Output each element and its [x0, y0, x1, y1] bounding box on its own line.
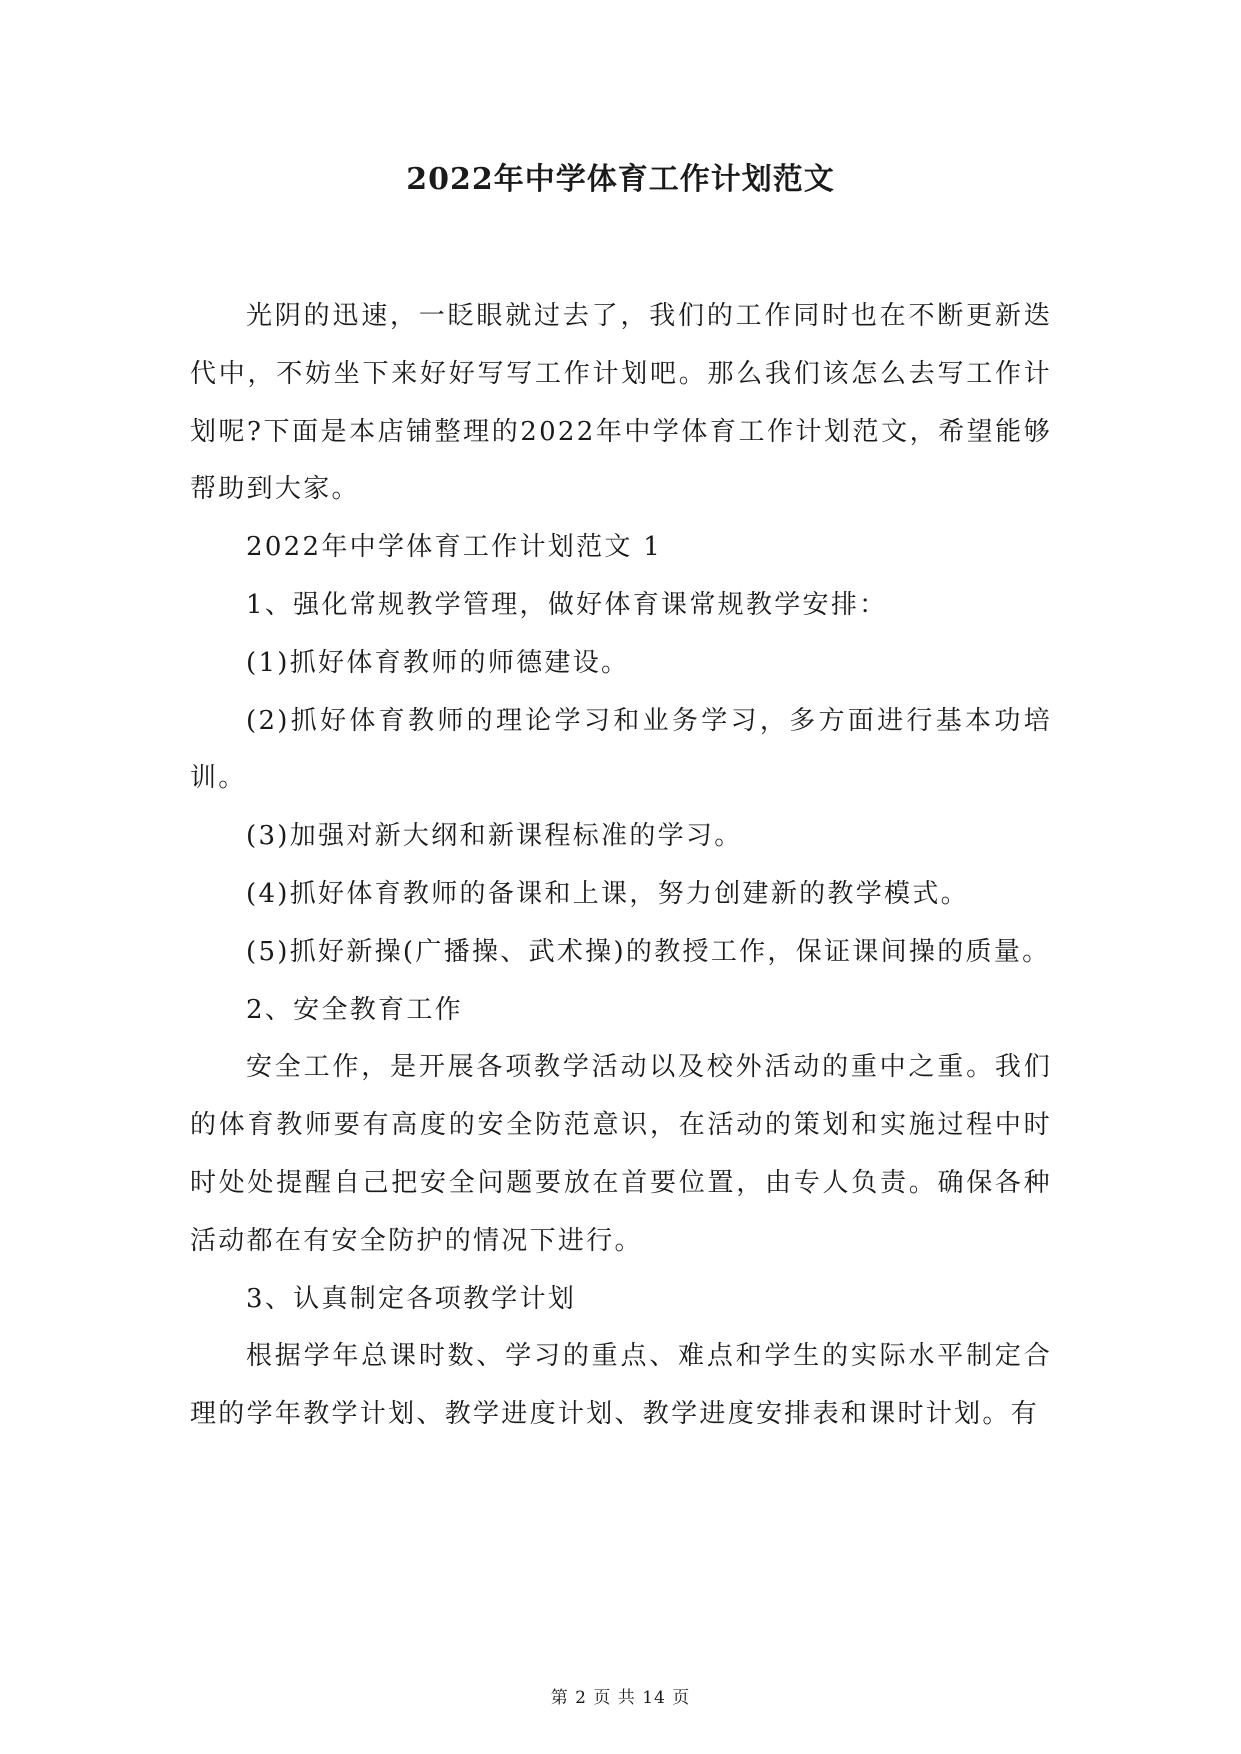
list-item: (1)抓好体育教师的师德建设。	[246, 647, 630, 678]
paragraph-safety: 安全工作，是开展各项教学活动以及校外活动的重中之重。我们的体育教师要有高度的安全防范意识，在活动的策划和实施过程中时时处处提醒自己把安全问题要放在首要位置，由专人负责。确保各种活动都在有安全防护的情况下进行。	[190, 1052, 1052, 1256]
item-heading-3: 3、认真制定各项教学计划	[246, 1283, 577, 1314]
page-footer: 第 2 页 共 14 页	[550, 1688, 691, 1708]
list-item: (3)加强对新大纲和新课程标准的学习。	[246, 821, 743, 852]
section-heading-plan-1: 2022年中学体育工作计划范文 1	[246, 532, 663, 563]
list-item: (2)抓好体育教师的理论学习和业务学习，多方面进行基本功培训。	[190, 705, 1052, 794]
paragraph-intro: 光阴的迅速，一眨眼就过去了，我们的工作同时也在不断更新迭代中，不妨坐下来好好写写工作计划吧。那么我们该怎么去写工作计划呢?下面是本店铺整理的2022年中学体育工作计划范文，希望能够帮助到大家。	[190, 301, 1052, 505]
item-heading-1: 1、强化常规教学管理，做好体育课常规教学安排：	[246, 589, 888, 620]
document-body	[190, 288, 1052, 1444]
item-heading-2: 2、安全教育工作	[246, 994, 463, 1025]
paragraph-plans: 根据学年总课时数、学习的重点、难点和学生的实际水平制定合理的学年教学计划、教学进度计划、教学进度安排表和课时计划。有	[190, 1341, 1052, 1430]
list-item: (4)抓好体育教师的备课和上课，努力创建新的教学模式。	[246, 878, 969, 909]
list-item: (5)抓好新操(广播操、武术操)的教授工作，保证课间操的质量。	[246, 936, 1051, 967]
document-title: 2022年中学体育工作计划范文	[406, 162, 835, 197]
